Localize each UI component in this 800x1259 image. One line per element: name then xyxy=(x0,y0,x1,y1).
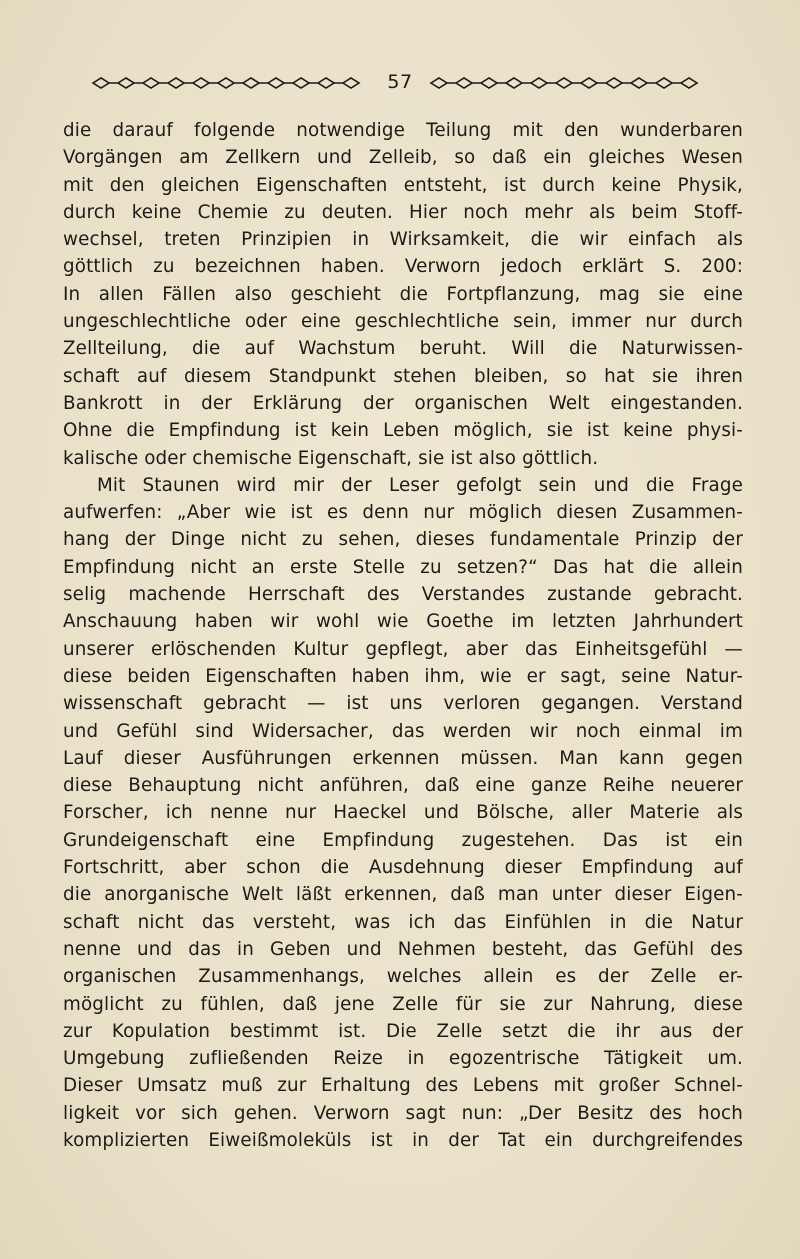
text-line: organischen Zusammenhangs, welches allein es der Zelle er- xyxy=(63,966,743,988)
text-line: unserer erlöschenden Kultur gepflegt, aber das Einheitsgefühl — xyxy=(63,638,743,660)
text-line: Mit Staunen wird mir der Leser gefolgt sein und die Frage xyxy=(97,474,743,496)
text-line: Dieser Umsatz muß zur Erhaltung des Lebens mit großer Schnel- xyxy=(63,1075,743,1097)
text-line: und Gefühl sind Widersacher, das werden wir noch einmal im xyxy=(63,720,743,742)
text-line: ligkeit vor sich gehen. Verworn sagt nun: „Der Besitz des hoch xyxy=(63,1102,743,1124)
text-line: aufwerfen: „Aber wie ist es denn nur möglich diesen Zusammen- xyxy=(63,502,743,524)
text-line: selig machende Herrschaft des Verstandes zustande gebracht. xyxy=(63,584,743,606)
text-line: Zellteilung, die auf Wachstum beruht. Will die Naturwissen- xyxy=(63,338,743,360)
text-line: In allen Fällen also geschieht die Fortpflanzung, mag sie eine xyxy=(63,283,743,305)
text-line: kalische oder chemische Eigenschaft, sie ist also göttlich. xyxy=(63,447,599,469)
left-diamond-ornament xyxy=(91,76,371,90)
body-text xyxy=(63,117,743,1154)
text-line: hang der Dinge nicht zu sehen, dieses fundamentale Prinzip der xyxy=(63,529,743,551)
text-line: diese beiden Eigenschaften haben ihm, wie er sagt, seine Natur- xyxy=(63,665,743,687)
text-line: Empfindung nicht an erste Stelle zu setzen?“ Das hat die allein xyxy=(63,556,743,578)
page-number: 57 xyxy=(387,70,413,93)
text-line: durch keine Chemie zu deuten. Hier noch mehr als beim Stoff- xyxy=(63,201,743,223)
text-line: mit den gleichen Eigenschaften entsteht, ist durch keine Physik, xyxy=(63,174,743,196)
text-line: nenne und das in Geben und Nehmen besteht, das Gefühl des xyxy=(63,938,743,960)
text-line: Vorgängen am Zellkern und Zelleib, so daß ein gleiches Wesen xyxy=(63,147,743,169)
text-line: komplizierten Eiweißmoleküls ist in der Tat ein durchgreifendes xyxy=(63,1129,743,1151)
right-diamond-ornament xyxy=(429,76,709,90)
text-line: schaft nicht das versteht, was ich das Einfühlen in die Natur xyxy=(63,911,743,933)
text-line: Umgebung zufließenden Reize in egozentrische Tätigkeit um. xyxy=(63,1048,743,1070)
text-line: Lauf dieser Ausführungen erkennen müssen. Man kann gegen xyxy=(63,747,743,769)
text-line: Bankrott in der Erklärung der organischen Welt eingestanden. xyxy=(63,392,743,414)
text-line: göttlich zu bezeichnen haben. Verworn jedoch erklärt S. 200: xyxy=(63,256,743,278)
text-line: schaft auf diesem Standpunkt stehen bleiben, so hat sie ihren xyxy=(63,365,743,387)
text-line: ungeschlechtliche oder eine geschlechtliche sein, immer nur durch xyxy=(63,311,743,333)
text-line: zur Kopulation bestimmt ist. Die Zelle setzt die ihr aus der xyxy=(63,1020,743,1042)
text-line: die darauf folgende notwendige Teilung mit den wunderbaren xyxy=(63,120,743,141)
text-line: wissenschaft gebracht — ist uns verloren gegangen. Verstand xyxy=(63,693,743,715)
text-line: möglicht zu fühlen, daß jene Zelle für sie zur Nahrung, diese xyxy=(63,993,743,1015)
text-line: wechsel, treten Prinzipien in Wirksamkeit, die wir einfach als xyxy=(63,229,743,251)
page-header xyxy=(0,70,800,96)
text-line: Forscher, ich nenne nur Haeckel und Bölsche, aller Materie als xyxy=(63,802,743,824)
text-line: Anschauung haben wir wohl wie Goethe im letzten Jahrhundert xyxy=(63,611,743,633)
text-line: Fortschritt, aber schon die Ausdehnung dieser Empfindung auf xyxy=(63,857,743,879)
text-line: Ohne die Empfindung ist kein Leben möglich, sie ist keine physi- xyxy=(63,420,743,442)
text-line: die anorganische Welt läßt erkennen, daß man unter dieser Eigen- xyxy=(63,884,743,906)
text-line: diese Behauptung nicht anführen, daß eine ganze Reihe neuerer xyxy=(63,775,743,797)
text-line: Grundeigenschaft eine Empfindung zugestehen. Das ist ein xyxy=(63,829,743,851)
